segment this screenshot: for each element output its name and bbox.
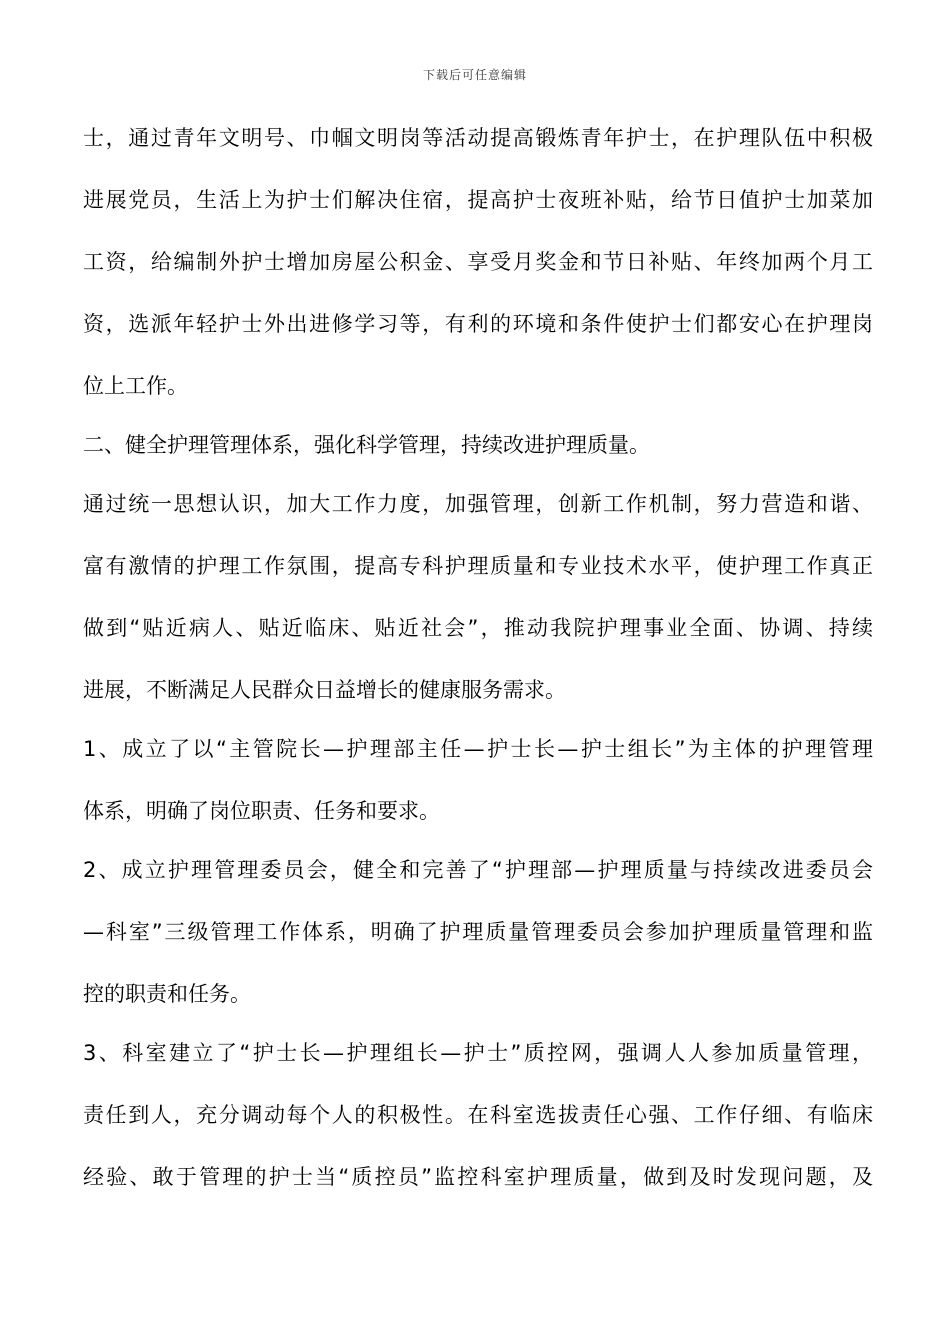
list-item-3-line-3: 经验、敢于管理的护士当“质控员”监控科室护理质量，做到及时发现问题，及 bbox=[83, 1165, 873, 1189]
list-item-2-line-1: 2、成立护理管理委员会，健全和完善了“护理部—护理质量与持续改进委员会 bbox=[83, 858, 873, 882]
body-line-5: 位上工作。 bbox=[83, 374, 188, 398]
body-line-1: 士，通过青年文明号、巾帼文明岗等活动提高锻炼青年护士，在护理队伍中积极 bbox=[83, 126, 873, 150]
list-item-2-line-3: 控的职责和任务。 bbox=[83, 982, 251, 1006]
body-line-8: 富有激情的护理工作氛围，提高专科护理质量和专业技术水平，使护理工作真正 bbox=[83, 554, 873, 578]
page-header: 下载后可任意编辑 bbox=[422, 68, 527, 82]
body-line-9: 做到“贴近病人、贴近临床、贴近社会”，推动我院护理事业全面、协调、持续 bbox=[83, 616, 873, 640]
list-item-2-line-2: —科室”三级管理工作体系，明确了护理质量管理委员会参加护理质量管理和监 bbox=[83, 920, 873, 944]
list-item-3-line-2: 责任到人，充分调动每个人的积极性。在科室选拔责任心强、工作仔细、有临床 bbox=[83, 1103, 873, 1127]
list-item-3-line-1: 3、科室建立了“护士长—护理组长—护士”质控网，强调人人参加质量管理， bbox=[83, 1041, 873, 1065]
body-line-7: 通过统一思想认识，加大工作力度，加强管理，创新工作机制，努力营造和谐、 bbox=[83, 492, 873, 516]
body-line-3: 工资，给编制外护士增加房屋公积金、享受月奖金和节日补贴、年终加两个月工 bbox=[83, 250, 873, 274]
body-line-10: 进展，不断满足人民群众日益增长的健康服务需求。 bbox=[83, 678, 566, 702]
body-line-2: 进展党员，生活上为护士们解决住宿，提高护士夜班补贴，给节日值护士加菜加 bbox=[83, 188, 873, 212]
section-heading: 二、健全护理管理体系，强化科学管理，持续改进护理质量。 bbox=[83, 433, 650, 457]
list-item-1-line-2: 体系，明确了岗位职责、任务和要求。 bbox=[83, 799, 440, 823]
list-item-1-line-1: 1、成立了以“主管院长—护理部主任—护士长—护士组长”为主体的护理管理 bbox=[83, 737, 873, 761]
body-line-4: 资，选派年轻护士外出进修学习等，有利的环境和条件使护士们都安心在护理岗 bbox=[83, 312, 873, 336]
